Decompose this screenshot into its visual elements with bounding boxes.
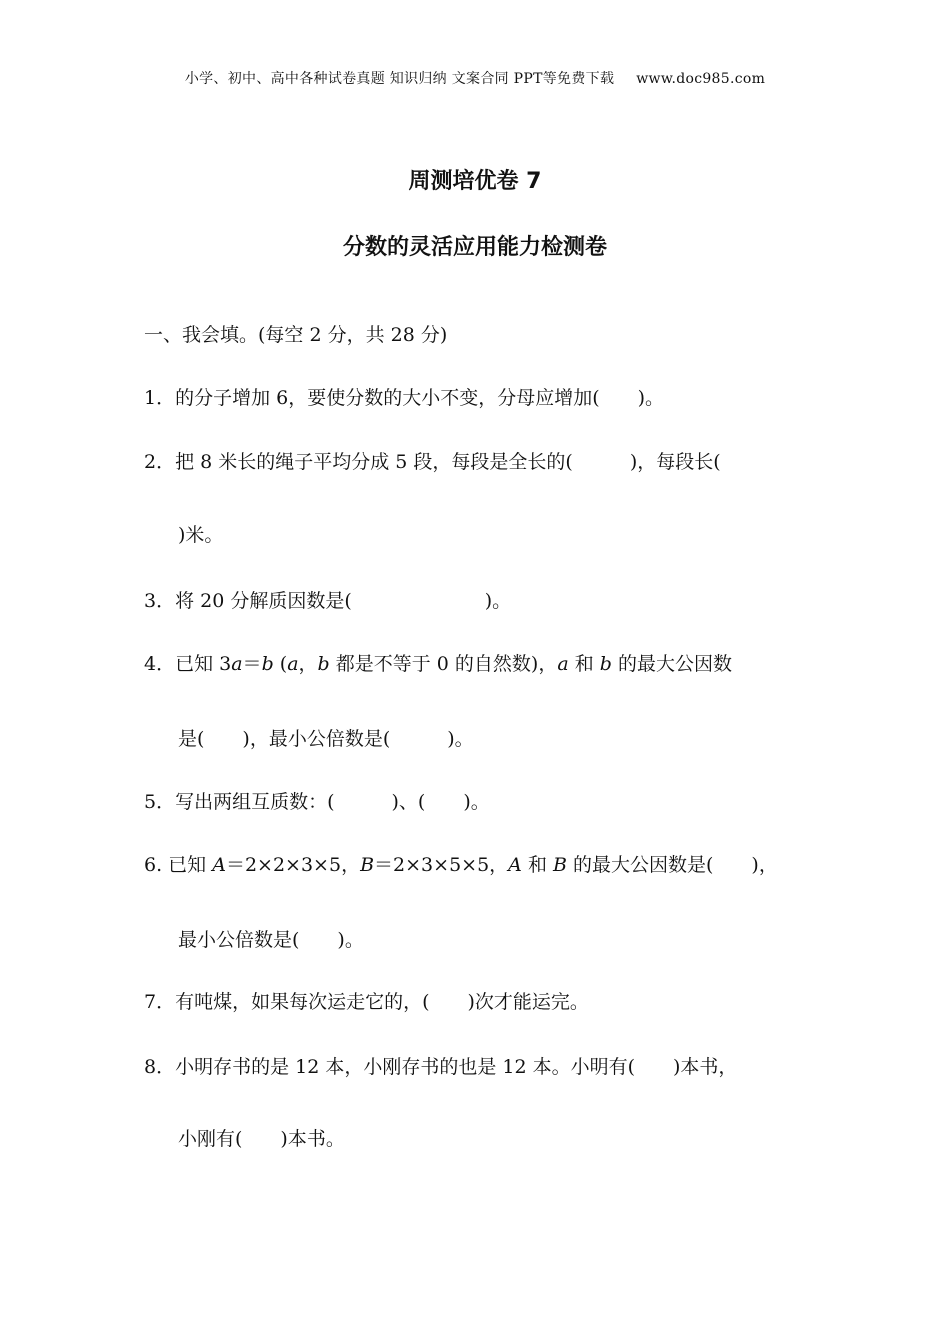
question-6-line-1: 6. 已知 A＝2×2×3×5，B＝2×3×5×5，A 和 B 的最大公因数是( )， [144, 854, 778, 876]
question-2-line-1: 2．把 8 米长的绳子平均分成 5 段，每段是全长的( )，每段长( [144, 451, 721, 473]
page-subtitle: 分数的灵活应用能力检测卷 [342, 235, 607, 260]
question-8-line-2: 小刚有( )本书。 [178, 1128, 345, 1150]
section-heading: 一、我会填。(每空 2 分，共 28 分) [144, 324, 448, 346]
question-5: 5．写出两组互质数：( )、( )。 [144, 791, 490, 813]
question-1: 1．的分子增加 6，要使分数的大小不变，分母应增加( )。 [144, 387, 665, 409]
header-text: 小学、初中、高中各种试卷真题 知识归纳 文案合同 PPT等免费下载 [184, 71, 615, 87]
page-title: 周测培优卷 7 [408, 169, 542, 194]
question-2-line-2: )米。 [178, 524, 224, 546]
question-7: 7．有吨煤，如果每次运走它的，( )次才能运完。 [144, 991, 589, 1013]
header-url[interactable]: www.doc985.com [636, 71, 766, 87]
question-6-line-2: 最小公倍数是( )。 [178, 929, 364, 951]
question-4-line-1: 4．已知 3a＝b (a，b 都是不等于 0 的自然数)，a 和 b 的最大公因数 [144, 653, 732, 675]
question-8-line-1: 8．小明存书的是 12 本，小刚存书的也是 12 本。小明有( )本书， [144, 1056, 738, 1078]
question-4-line-2: 是( )，最小公倍数是( )。 [178, 728, 474, 750]
page-header [0, 68, 950, 88]
question-3: 3．将 20 分解质因数是( )。 [144, 590, 512, 612]
